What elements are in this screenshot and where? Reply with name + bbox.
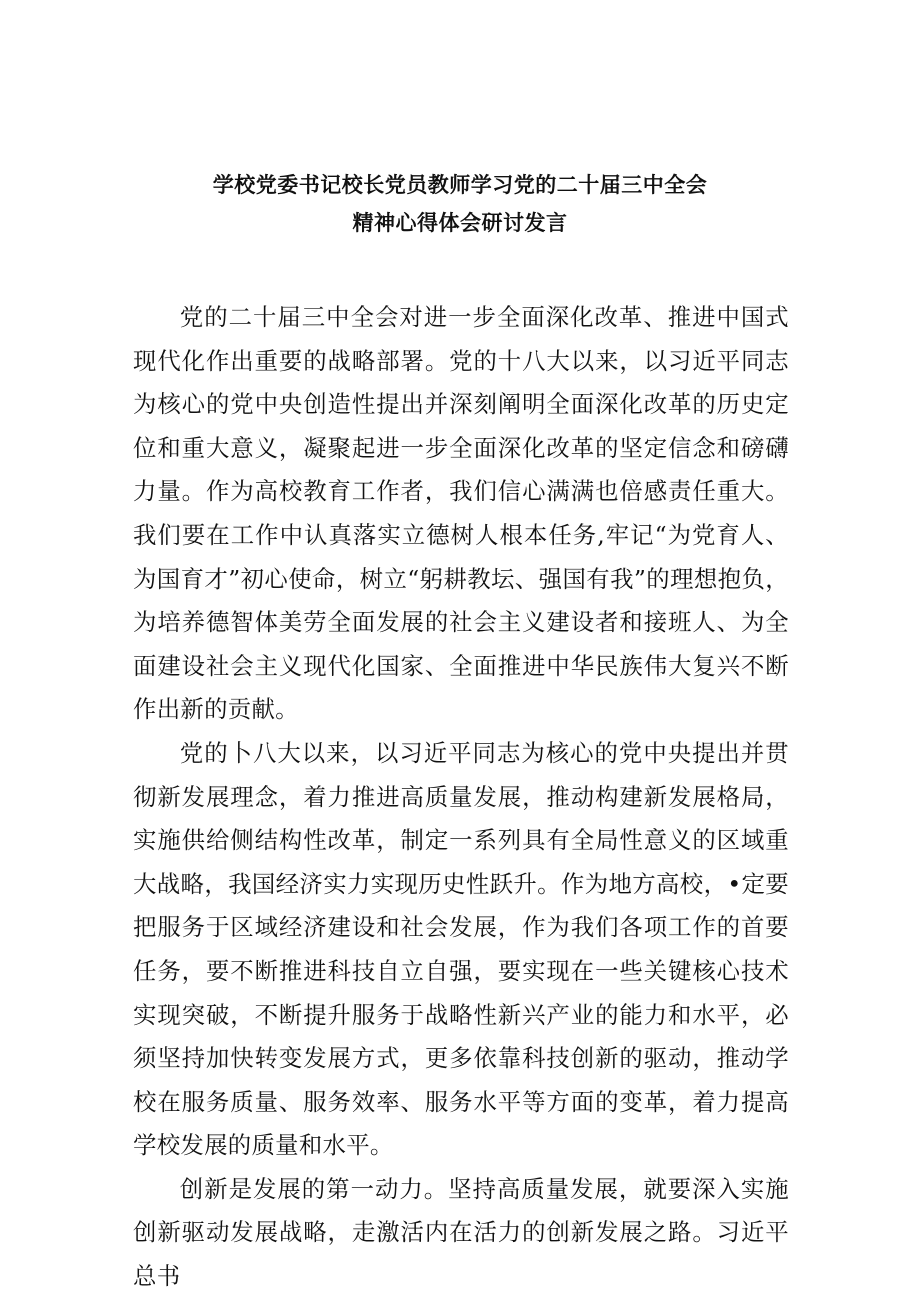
document-title	[0, 166, 920, 242]
document-body	[133, 296, 789, 1299]
paragraph-1: 党的二十届三中全会对进一步全面深化改革、推进中国式现代化作出重要的战略部署。党的十八大以来，以习近平同志为核心的党中央创造性提出并深刻阐明全面深化改革的历史定位和重大意义，凝聚起进一步全面深化改革的坚定信念和磅礴力量。作为高校教育工作者，我们信心满满也倍感责任重大。我们要在工作中认真落实立德树人根本任务,牢记“为党育人、为国育才”初心使命，树立“躬耕教坛、强国有我”的理想抱负，为培养德智体美劳全面发展的社会主义建设者和接班人、为全面建设社会主义现代化国家、全面推进中华民族伟大复兴不断作出新的贡献。	[133, 303, 789, 724]
paragraph-2: 党的卜八大以来，以习近平同志为核心的党中央提出并贯彻新发展理念，着力推进高质量发展，推动构建新发展格局，实施供给侧结构性改革，制定一系列具有全局性意义的区域重大战略，我国经济实力实现历史性跃升。作为地方高校，•定要把服务于区域经济建设和社会发展，作为我们各项工作的首要任务，要不断推进科技自立自强，要实现在一些关键核心技术实现突破，不断提升服务于战略性新兴产业的能力和水平，必须坚持加快转变发展方式，更多依靠科技创新的驱动，推动学校在服务质量、服务效率、服务水平等方面的变革，着力提高学校发展的质量和水平。	[133, 738, 789, 1160]
title-line-1: 学校党委书记校长党员教师学习党的二十届三中全会	[212, 173, 708, 197]
title-line-2: 精神心得体会研讨发言	[352, 211, 568, 235]
paragraph-3: 创新是发展的第一动力。坚持高质量发展，就要深入实施创新驱动发展战略，走激活内在活力的创新发展之路。习近平总书	[133, 1174, 789, 1291]
